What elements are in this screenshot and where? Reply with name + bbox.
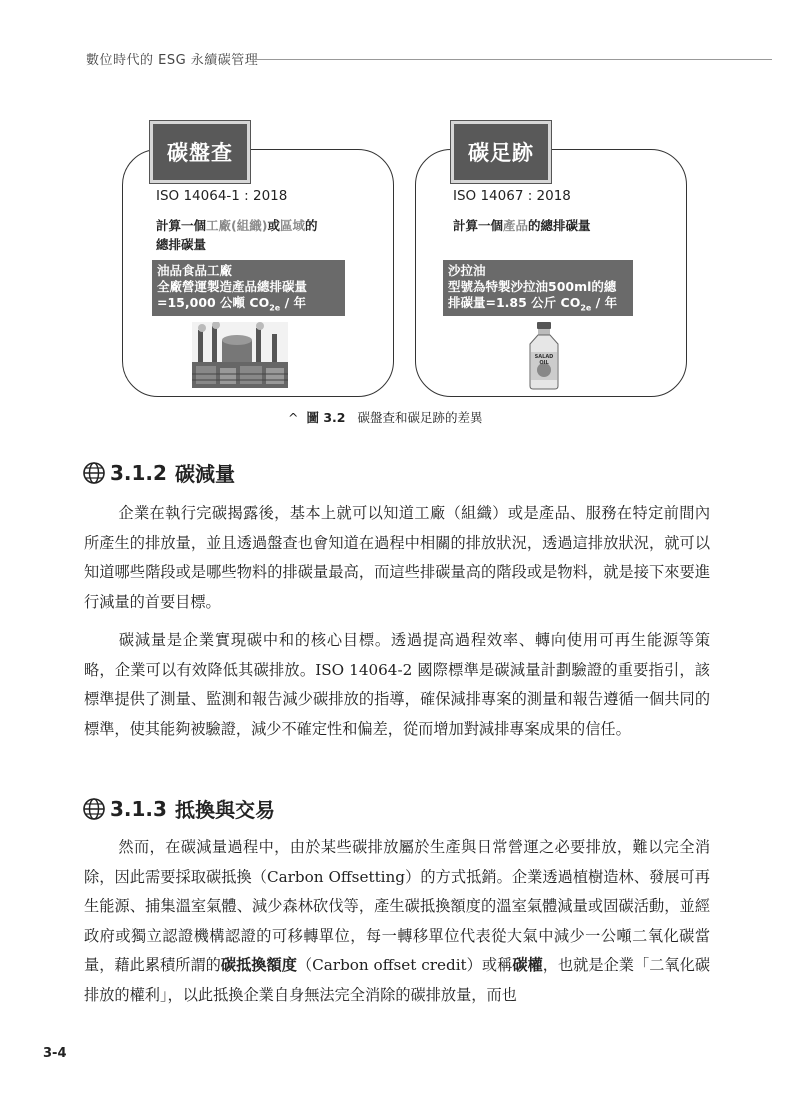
section-number: 3.1.2 (110, 460, 167, 485)
right-example-line1: 沙拉油 (448, 263, 486, 278)
bold-term-carbon-right: 碳權 (512, 956, 543, 974)
carbon-footprint-tag: 碳足跡 (451, 121, 551, 183)
right-example-box (443, 260, 633, 316)
carbon-inventory-tag: 碳盤查 (150, 121, 250, 183)
globe-icon (82, 461, 106, 485)
right-desc-highlight-product: 產品 (503, 218, 529, 233)
left-desc-highlight-region: 區域 (279, 218, 305, 233)
running-header-title: 數位時代的 ESG 永續碳管理 (86, 53, 259, 68)
header-rule (252, 59, 772, 60)
left-example-line2: 全廠營運製造產品總排碳量 (157, 279, 308, 294)
paragraph-text: 碳減量是企業實現碳中和的核心目標。透過提高過程效率、轉向使用可再生能源等策略，企業可以有效降低其碳排放。ISO 14064-2 國際標準是碳減量計劃驗證的重要指引，該標準提供了測量、監測和報告減少碳排放的指導，確保減排專案的測量和報告遵循一個共同的標準，使其能夠被驗證，減少不確定性和偏差，從而增加對減排專案成果的信任。 (84, 631, 710, 738)
caption-text: 碳盤查和碳足跡的差異 (357, 410, 483, 425)
left-example-value: =15,000 公噸 CO (157, 295, 270, 310)
section-title: 抵換與交易 (174, 798, 275, 822)
left-description (156, 216, 318, 254)
paragraph-text-b: （Carbon offset credit）或稱 (296, 956, 513, 974)
right-example-line3 (448, 295, 628, 317)
right-example-unit: / 年 (591, 295, 618, 310)
left-example-box (152, 260, 345, 316)
factory-icon (192, 322, 288, 388)
left-example-unit: / 年 (280, 295, 306, 310)
caption-number: 圖 3.2 (306, 410, 346, 425)
section-title: 碳減量 (174, 462, 235, 486)
left-desc-text-c: 的 (304, 218, 318, 233)
left-desc-text-a: 計算一個 (156, 218, 207, 233)
section-number: 3.1.3 (110, 796, 167, 821)
right-desc-text-b: 的總排碳量 (528, 218, 591, 233)
right-example-value: 排碳量=1.85 公斤 CO (448, 295, 581, 310)
left-example-line3 (157, 295, 340, 317)
page-number: 3-4 (43, 1046, 67, 1061)
paragraph-carbon-reduction-1 (84, 499, 710, 617)
salad-oil-bottle-icon (522, 322, 566, 390)
caption-marker: ^ (288, 410, 299, 425)
left-example-subscript: 2e (269, 303, 281, 313)
paragraph-text-c: ，也就是企業「二氧化碳排放的權利」，以此抵換企業自身無法完全消除的碳排放量，而也 (84, 956, 711, 1004)
bottle-label-top: SALAD (534, 354, 554, 360)
left-desc-highlight-factory: 工廠(組織) (206, 218, 268, 233)
bold-term-offset-credit: 碳抵換額度 (220, 956, 297, 974)
figure-caption (288, 408, 482, 426)
right-example-line2: 型號為特製沙拉油500ml的總 (448, 279, 617, 294)
paragraph-text-a: 然而，在碳減量過程中，由於某些碳排放屬於生產與日常營運之必要排放，難以完全消除，因此需要採取碳抵換（Carbon Offsetting）的方式抵銷。企業透過植樹造林、發展可再生能源、捕集溫室氣體、減少森林砍伐等，產生碳抵換額度的溫室氣體減量或固碳活動，並經政府或獨立認證機構認證的可移轉單位，每一轉移單位代表從大氣中減少一公噸二氧化碳當量，藉此累積所謂的 (84, 838, 710, 974)
right-example-subscript: 2e (580, 303, 592, 313)
section-heading-3-1-3 (82, 794, 275, 823)
left-desc-text-b: 或 (267, 218, 280, 233)
paragraph-text: 企業在執行完碳揭露後，基本上就可以知道工廠（組織）或是產品、服務在特定前間內所產生的排放量，並且透過盤查也會知道在過程中相關的排放狀況，透過這排放狀況，就可以知道哪些階段或是哪些物料的排碳量最高，而這些排碳量高的階段或是物料，就是接下來要進行減量的首要目標。 (84, 504, 710, 611)
globe-icon (82, 797, 106, 821)
right-desc-text-a: 計算一個 (453, 218, 504, 233)
paragraph-carbon-reduction-2 (84, 626, 710, 744)
bottle-label-bottom: OIL (539, 360, 549, 366)
left-example-line1: 油品食品工廠 (157, 263, 233, 278)
left-desc-line2: 總排碳量 (156, 237, 207, 252)
left-standard: ISO 14064-1 : 2018 (156, 188, 288, 204)
paragraph-offset-trading (84, 833, 710, 1010)
section-heading-3-1-2 (82, 458, 235, 487)
right-standard: ISO 14067 : 2018 (453, 188, 571, 204)
right-description (453, 216, 591, 235)
